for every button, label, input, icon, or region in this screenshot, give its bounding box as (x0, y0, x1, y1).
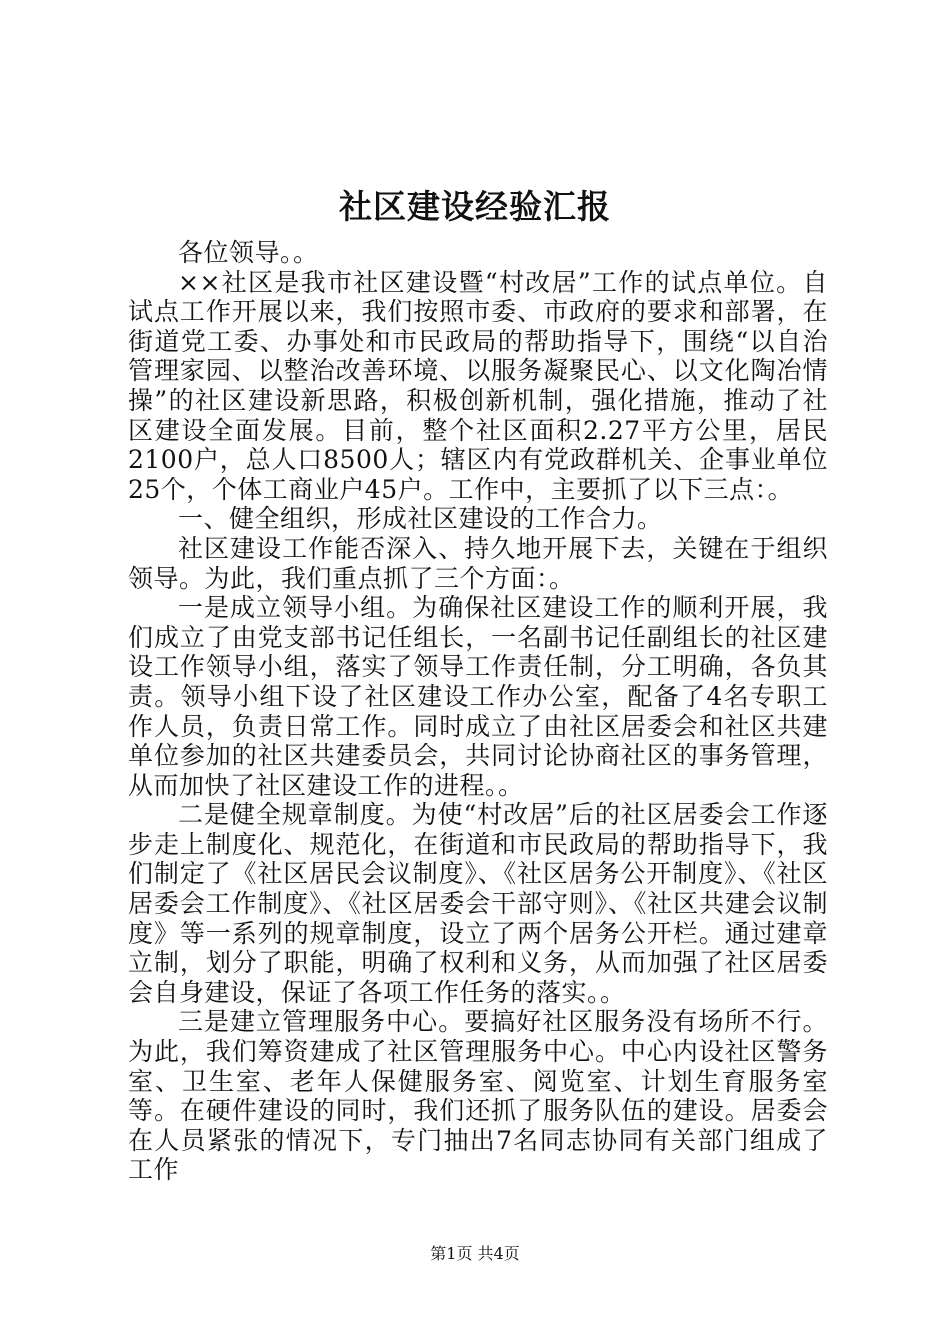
section-heading-1: 一、健全组织，形成社区建设的工作合力。 (178, 504, 663, 534)
paragraph-point-3: 三是建立管理服务中心。要搞好社区服务没有场所不行。为此，我们筹资建成了社区管理服务中心。中心内设社区警务室、卫生室、老年人保健服务室、阅览室、计划生育服务室等。在硬件建设的同时，我们还抓了服务队伍的建设。居委会在人员紧张的情况下，专门抽出7名同志协同有关部门组成了工作 (128, 1007, 828, 1185)
paragraph-section-1-lead: 社区建设工作能否深入、持久地开展下去，关键在于组织领导。为此，我们重点抓了三个方面：。 (128, 533, 828, 593)
paragraph-greeting: 各位领导。。 (178, 238, 319, 267)
document-title: 社区建设经验汇报 (339, 187, 611, 226)
paragraph-point-2: 二是健全规章制度。为使“村改居”后的社区居委会工作逐步走上制度化、规范化，在街道和市民政局的帮助指导下，我们制定了《社区居民会议制度》、《社区居务公开制度》、《社区居委会工作制度》、《社区居委会干部守则》、《社区共建会议制度》等一系列的规章制度，设立了两个居务公开栏。通过建章立制，划分了职能，明确了权利和义务，从而加强了社区居委会自身建设，保证了各项工作任务的落实。。 (128, 800, 828, 1007)
document-body (128, 238, 828, 1185)
paragraph-intro: ××社区是我市社区建设暨“村改居”工作的试点单位。自试点工作开展以来，我们按照市委、市政府的要求和部署，在街道党工委、办事处和市民政局的帮助指导下，围绕“以自治管理家园、以整治改善环境、以服务凝聚民心、以文化陶冶情操”的社区建设新思路，积极创新机制，强化措施，推动了社区建设全面发展。目前，整个社区面积2.27平方公里，居民2100户，总人口8500人；辖区内有党政群机关、企事业单位25个，个体工商业户45户。工作中，主要抓了以下三点：。 (128, 267, 828, 504)
paragraph-point-1: 一是成立领导小组。为确保社区建设工作的顺利开展，我们成立了由党支部书记任组长，一名副书记任副组长的社区建设工作领导小组，落实了领导工作责任制，分工明确，各负其责。领导小组下设了社区建设工作办公室，配备了4名专职工作人员，负责日常工作。同时成立了由社区居委会和社区共建单位参加的社区共建委员会，共同讨论协商社区的事务管理，从而加快了社区建设工作的进程。。 (128, 593, 828, 800)
page-footer: 第1页 共4页 (430, 1244, 520, 1263)
